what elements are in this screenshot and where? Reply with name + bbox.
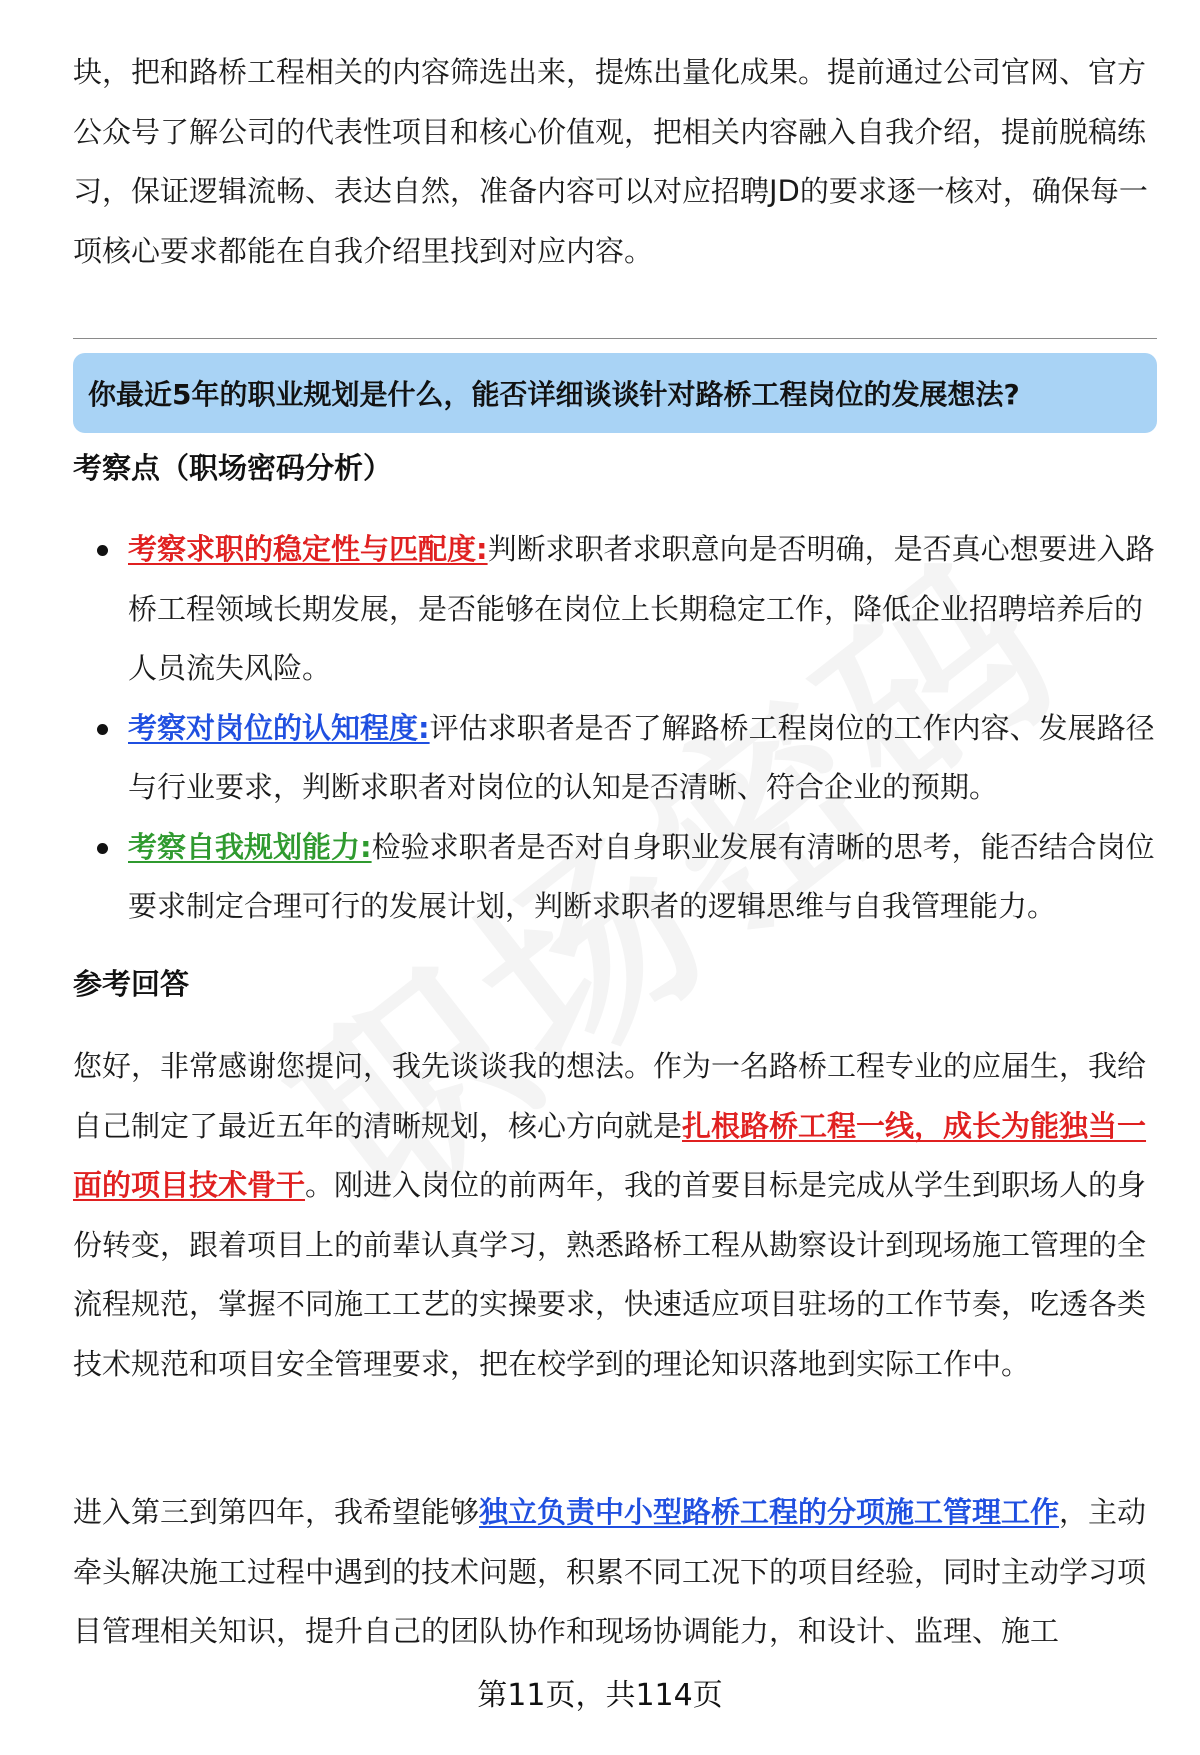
answer-text: 进入第三到第四年，我希望能够 bbox=[73, 1495, 480, 1529]
exam-point-self-planning bbox=[73, 818, 1163, 937]
exam-point-text: 判断求职者求职意向是否明确，是否真心想要进入路桥工程领域长期发展，是否能够在岗位上长期稳定工作，降低企业招聘培养后的人员流失风险。 bbox=[128, 532, 1155, 685]
exam-point-cognition bbox=[73, 699, 1163, 818]
bullet-icon bbox=[97, 545, 108, 556]
exam-point-label: 考察对岗位的认知程度: bbox=[128, 710, 430, 745]
exam-points-heading: 考察点（职场密码分析） bbox=[73, 451, 393, 485]
answer-highlight: 独立负责中小型路桥工程的分项施工管理工作 bbox=[479, 1495, 1060, 1529]
answer-highlight: 扎根路桥工程一线，成长为能独当一面的项目技术骨干 bbox=[73, 1108, 1147, 1202]
page-number-footer: 第11页，共114页 bbox=[477, 1678, 723, 1713]
exam-point-text: 评估求职者是否了解路桥工程岗位的工作内容、发展路径与行业要求，判断求职者对岗位的认知是否清晰、符合企业的预期。 bbox=[128, 710, 1155, 804]
question-banner bbox=[73, 353, 1157, 433]
exam-point-label: 考察自我规划能力: bbox=[128, 829, 372, 864]
answer-heading: 参考回答 bbox=[73, 967, 190, 1001]
exam-point-text: 检验求职者是否对自身职业发展有清晰的思考，能否结合岗位要求制定合理可行的发展计划，判断求职者的逻辑思维与自我管理能力。 bbox=[128, 829, 1155, 923]
answer-paragraph-1 bbox=[73, 1037, 1153, 1394]
section-divider bbox=[73, 338, 1157, 339]
exam-points-list bbox=[73, 520, 1163, 937]
bullet-icon bbox=[97, 843, 108, 854]
answer-text: ，主动牵头解决施工过程中遇到的技术问题，积累不同工况下的项目经验，同时主动学习项目管理相关知识，提升自己的团队协作和现场协调能力，和设计、监理、施工 bbox=[73, 1495, 1147, 1648]
intro-paragraph: 块，把和路桥工程相关的内容筛选出来，提炼出量化成果。提前通过公司官网、官方公众号了解公司的代表性项目和核心价值观，把相关内容融入自我介绍，提前脱稿练习，保证逻辑流畅、表达自然，准备内容可以对应招聘JD的要求逐一核对，确保每一项核心要求都能在自我介绍里找到对应内容。 bbox=[73, 55, 1148, 268]
exam-point-stability bbox=[73, 520, 1163, 699]
answer-text: 。刚进入岗位的前两年，我的首要目标是完成从学生到职场人的身份转变，跟着项目上的前辈认真学习，熟悉路桥工程从勘察设计到现场施工管理的全流程规范，掌握不同施工工艺的实操要求，快速适应项目驻场的工作节奏，吃透各类技术规范和项目安全管理要求，把在校学到的理论知识落地到实际工作中。 bbox=[73, 1168, 1147, 1381]
answer-text: 您好，非常感谢您提问，我先谈谈我的想法。作为一名路桥工程专业的应届生，我给自己制定了最近五年的清晰规划，核心方向就是 bbox=[73, 1049, 1147, 1143]
exam-point-label: 考察求职的稳定性与匹配度: bbox=[128, 532, 488, 566]
bullet-icon bbox=[97, 724, 108, 735]
answer-paragraph-2 bbox=[73, 1483, 1153, 1662]
question-text: 你最近5年的职业规划是什么，能否详细谈谈针对路桥工程岗位的发展想法? bbox=[88, 378, 1020, 411]
